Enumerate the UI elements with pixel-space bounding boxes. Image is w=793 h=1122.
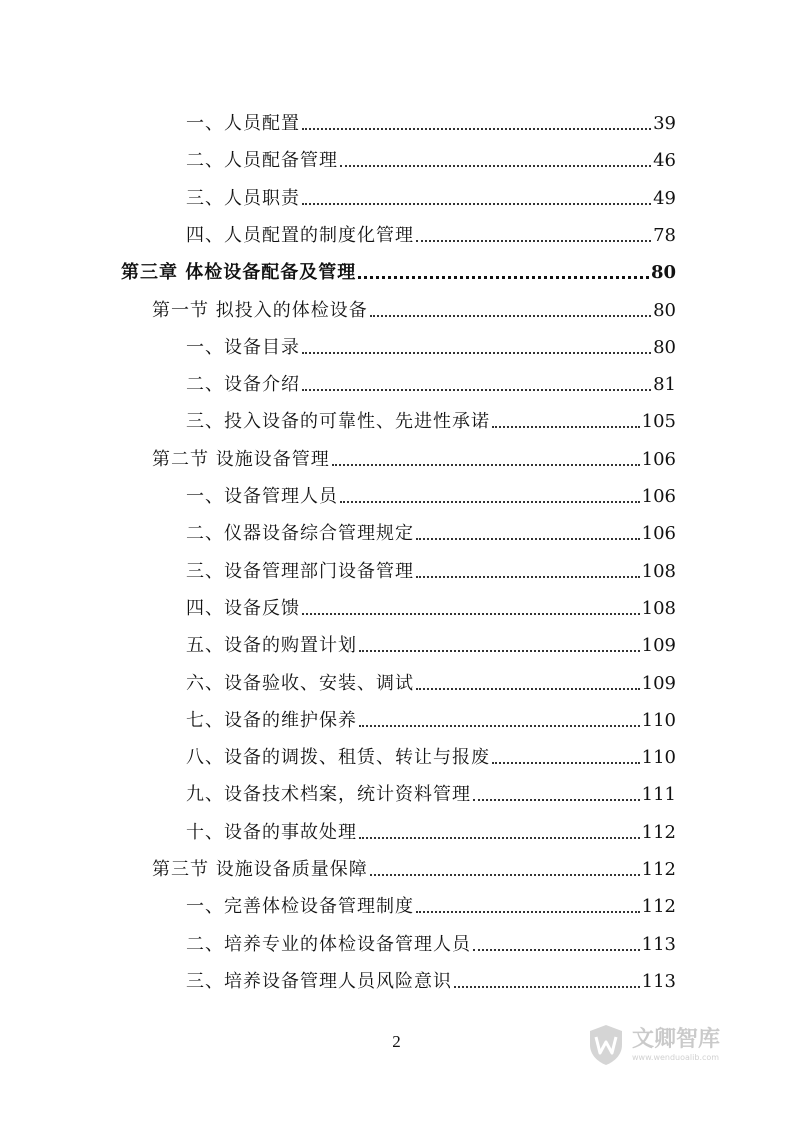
toc-section[interactable]: [152, 294, 676, 322]
toc-section[interactable]: [152, 853, 676, 881]
toc-page-number: 46: [653, 150, 676, 171]
toc-page-number: 109: [641, 673, 676, 694]
toc-section[interactable]: [152, 443, 676, 471]
toc-item[interactable]: [186, 816, 676, 844]
toc-page-number: 80: [653, 300, 676, 321]
toc-label: 第三章 体检设备配备及管理: [121, 262, 357, 283]
toc-label: 二、培养专业的体检设备管理人员: [186, 934, 471, 955]
toc-label: 第二节 设施设备管理: [152, 449, 330, 470]
toc-label: 八、设备的调拨、租赁、转让与报废: [186, 747, 490, 768]
toc-leader-dots: [416, 911, 640, 913]
toc-page-number: 108: [641, 598, 676, 619]
toc-leader-dots: [416, 240, 651, 242]
toc-label: 三、投入设备的可靠性、先进性承诺: [186, 411, 490, 432]
toc-label: 五、设备的购置计划: [186, 635, 357, 656]
toc-leader-dots: [359, 650, 640, 652]
toc-label: 二、设备介绍: [186, 374, 300, 395]
toc-label: 四、设备反馈: [186, 598, 300, 619]
toc-page-number: 110: [641, 710, 676, 731]
toc-leader-dots: [359, 837, 640, 839]
toc-item[interactable]: [186, 480, 676, 508]
toc-label: 二、人员配备管理: [186, 150, 338, 171]
toc-leader-dots: [302, 613, 640, 615]
watermark: [586, 1015, 756, 1075]
toc-item[interactable]: [186, 517, 676, 545]
toc-leader-dots: [416, 688, 640, 690]
toc-leader-dots: [473, 949, 640, 951]
toc-page-number: 113: [641, 934, 676, 955]
toc-page-number: 106: [641, 486, 676, 507]
toc-page-number: 112: [641, 822, 676, 843]
toc-page-number: 106: [641, 523, 676, 544]
watermark-url: www.wenduoalib.com: [632, 1052, 720, 1062]
toc-page-number: 112: [641, 859, 676, 880]
toc-page-number: 49: [653, 188, 676, 209]
toc-leader-dots: [302, 203, 651, 205]
toc-leader-dots: [492, 762, 640, 764]
toc-label: 一、设备目录: [186, 337, 300, 358]
page-number: 2: [392, 1032, 401, 1051]
toc-page-number: 81: [653, 374, 676, 395]
toc-label: 三、设备管理部门设备管理: [186, 561, 414, 582]
toc-leader-dots: [370, 315, 651, 317]
toc-item[interactable]: [186, 667, 676, 695]
toc-page-number: 39: [653, 113, 676, 134]
toc-item[interactable]: [186, 107, 676, 135]
toc-item[interactable]: [186, 144, 676, 172]
toc-label: 一、设备管理人员: [186, 486, 338, 507]
toc-item[interactable]: [186, 965, 676, 993]
toc-label: 第三节 设施设备质量保障: [152, 859, 368, 880]
toc-page-number: 105: [641, 411, 676, 432]
toc-item[interactable]: [186, 331, 676, 359]
toc-leader-dots: [340, 501, 640, 503]
toc-leader-dots: [416, 576, 640, 578]
toc-leader-dots: [302, 389, 651, 391]
toc-page-number: 80: [650, 262, 676, 283]
toc-page-number: 113: [641, 971, 676, 992]
toc-item[interactable]: [186, 890, 676, 918]
toc-item[interactable]: [186, 555, 676, 583]
toc-leader-dots: [473, 799, 640, 801]
toc-item[interactable]: [186, 182, 676, 210]
toc-item[interactable]: [186, 592, 676, 620]
toc-page-number: 80: [653, 337, 676, 358]
toc-label: 四、人员配置的制度化管理: [186, 225, 414, 246]
toc-page-number: 106: [641, 449, 676, 470]
watermark-name: 文卿智库: [632, 1026, 721, 1052]
toc-page-number: 108: [641, 561, 676, 582]
toc-page-number: 109: [641, 635, 676, 656]
toc-label: 七、设备的维护保养: [186, 710, 357, 731]
toc-page-number: 112: [641, 896, 676, 917]
shield-w-logo-icon: [586, 1023, 626, 1067]
toc-leader-dots: [302, 128, 651, 130]
toc-item[interactable]: [186, 928, 676, 956]
toc-item[interactable]: [186, 219, 676, 247]
toc-chapter[interactable]: [121, 256, 676, 284]
toc-label: 十、设备的事故处理: [186, 822, 357, 843]
toc-leader-dots: [332, 464, 640, 466]
toc-leader-dots: [370, 874, 640, 876]
toc-page-number: 110: [641, 747, 676, 768]
toc-leader-dots: [492, 426, 640, 428]
toc-leader-dots: [416, 538, 640, 540]
toc-leader-dots: [358, 276, 649, 279]
toc-leader-dots: [359, 725, 640, 727]
toc-leader-dots: [302, 352, 651, 354]
toc-label: 一、人员配置: [186, 113, 300, 134]
toc-label: 三、培养设备管理人员风险意识: [186, 971, 452, 992]
toc-item[interactable]: [186, 741, 676, 769]
toc-item[interactable]: [186, 704, 676, 732]
toc-leader-dots: [454, 986, 640, 988]
toc-label: 六、设备验收、安装、调试: [186, 673, 414, 694]
toc-leader-dots: [340, 165, 651, 167]
toc-item[interactable]: [186, 405, 676, 433]
toc-item[interactable]: [186, 629, 676, 657]
toc-item[interactable]: [186, 368, 676, 396]
toc-label: 二、仪器设备综合管理规定: [186, 523, 414, 544]
toc-label: 三、人员职责: [186, 188, 300, 209]
toc-page-number: 78: [653, 225, 676, 246]
toc-label: 九、设备技术档案，统计资料管理: [186, 784, 471, 805]
toc-item[interactable]: [186, 778, 676, 806]
toc-label: 一、完善体检设备管理制度: [186, 896, 414, 917]
toc-label: 第一节 拟投入的体检设备: [152, 300, 368, 321]
toc-page-number: 111: [641, 784, 676, 805]
